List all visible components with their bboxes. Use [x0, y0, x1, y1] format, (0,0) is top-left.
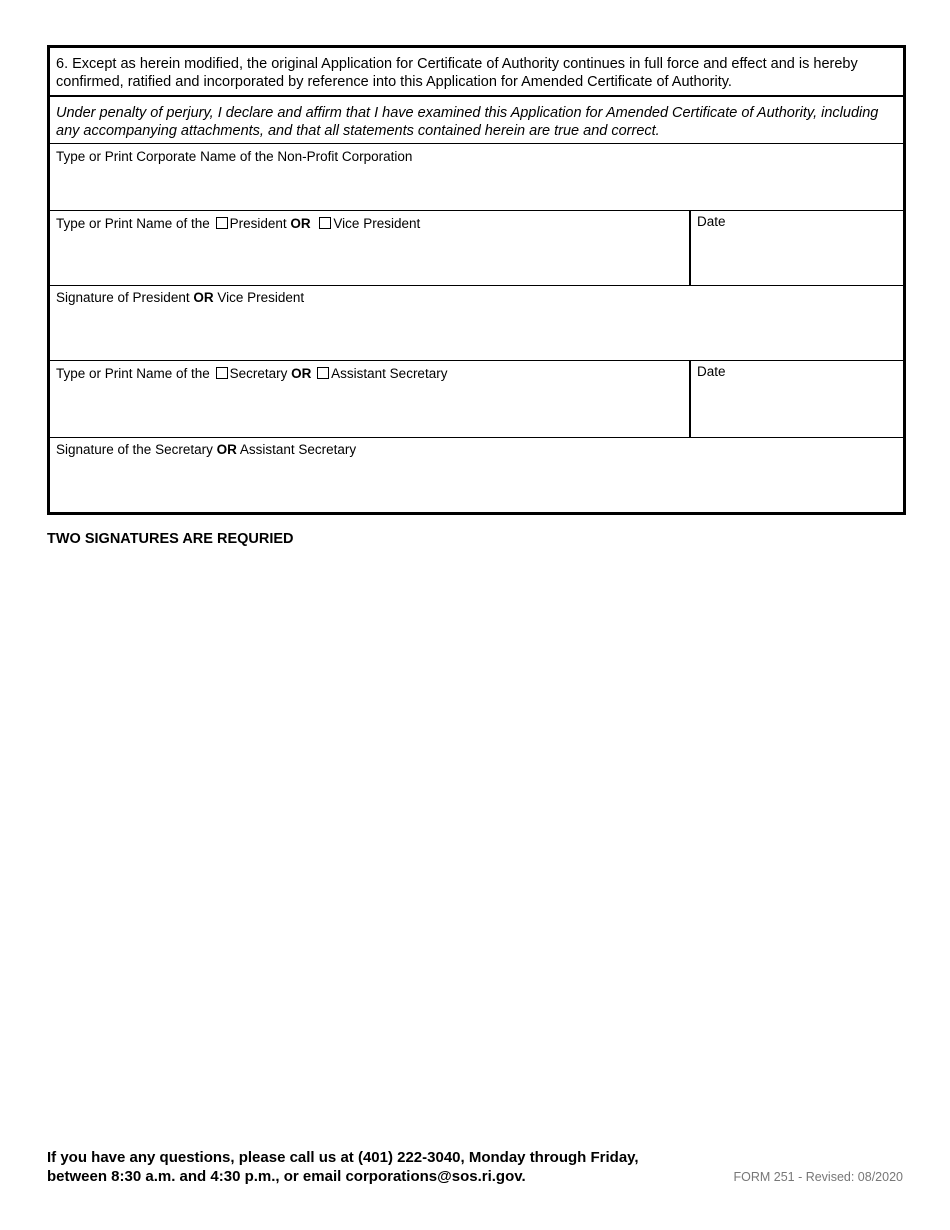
president-date-field[interactable]: [689, 211, 903, 285]
signature-form: [47, 45, 906, 515]
president-signature-field[interactable]: [50, 285, 903, 360]
president-name-label: Type or Print Name of the: [56, 216, 210, 231]
secretary-option-label: Secretary: [229, 366, 288, 381]
president-name-row: [50, 210, 903, 285]
president-checkbox[interactable]: [216, 217, 228, 229]
date-label: Date: [697, 214, 726, 229]
form-number: FORM 251 - Revised: 08/2020: [733, 1170, 903, 1184]
vice-president-label: Vice President: [217, 290, 305, 305]
secretary-name-label: Type or Print Name of the: [56, 366, 210, 381]
date-label: Date: [697, 364, 726, 379]
president-signature-label: Signature of President: [56, 290, 190, 305]
president-option-label: President: [229, 216, 287, 231]
vice-president-checkbox[interactable]: [319, 217, 331, 229]
or-label: OR: [291, 366, 312, 381]
or-label: OR: [290, 216, 311, 231]
secretary-name-row: [50, 360, 903, 437]
president-name-field[interactable]: [50, 211, 689, 285]
vice-president-option-label: Vice President: [333, 216, 421, 231]
contact-footer: [47, 1148, 639, 1186]
or-label: OR: [216, 442, 237, 457]
secretary-name-field[interactable]: [50, 361, 689, 437]
assistant-secretary-label: Assistant Secretary: [239, 442, 357, 457]
footer-line-1: If you have any questions, please call us at (401) 222-3040, Monday through Friday,: [47, 1149, 639, 1166]
signatures-required-notice: TWO SIGNATURES ARE REQURIED: [47, 531, 294, 547]
secretary-checkbox[interactable]: [216, 367, 228, 379]
paragraph-6-text: 6. Except as herein modified, the original Application for Certificate of Authority continues in full force and effect and is hereby confirmed, ratified and incorporated by reference into this Application for Amended Certificate of Authority.: [56, 56, 858, 90]
footer-line-2: between 8:30 a.m. and 4:30 p.m., or email corporations@sos.ri.gov.: [47, 1168, 526, 1185]
corporate-name-label: Type or Print Corporate Name of the Non-Profit Corporation: [56, 149, 413, 164]
secretary-signature-field[interactable]: [50, 437, 903, 512]
secretary-date-field[interactable]: [689, 361, 903, 437]
corporate-name-field[interactable]: [50, 143, 903, 210]
assistant-secretary-option-label: Assistant Secretary: [331, 366, 448, 381]
perjury-statement: [50, 95, 903, 143]
or-label: OR: [193, 290, 214, 305]
secretary-signature-label: Signature of the Secretary: [56, 442, 213, 457]
perjury-statement-text: Under penalty of perjury, I declare and affirm that I have examined this Application for Amended Certificate of Authority, including any accompanying attachments, and that all statements contained herein are true and correct.: [56, 105, 879, 139]
paragraph-6: [50, 48, 903, 95]
assistant-secretary-checkbox[interactable]: [317, 367, 329, 379]
